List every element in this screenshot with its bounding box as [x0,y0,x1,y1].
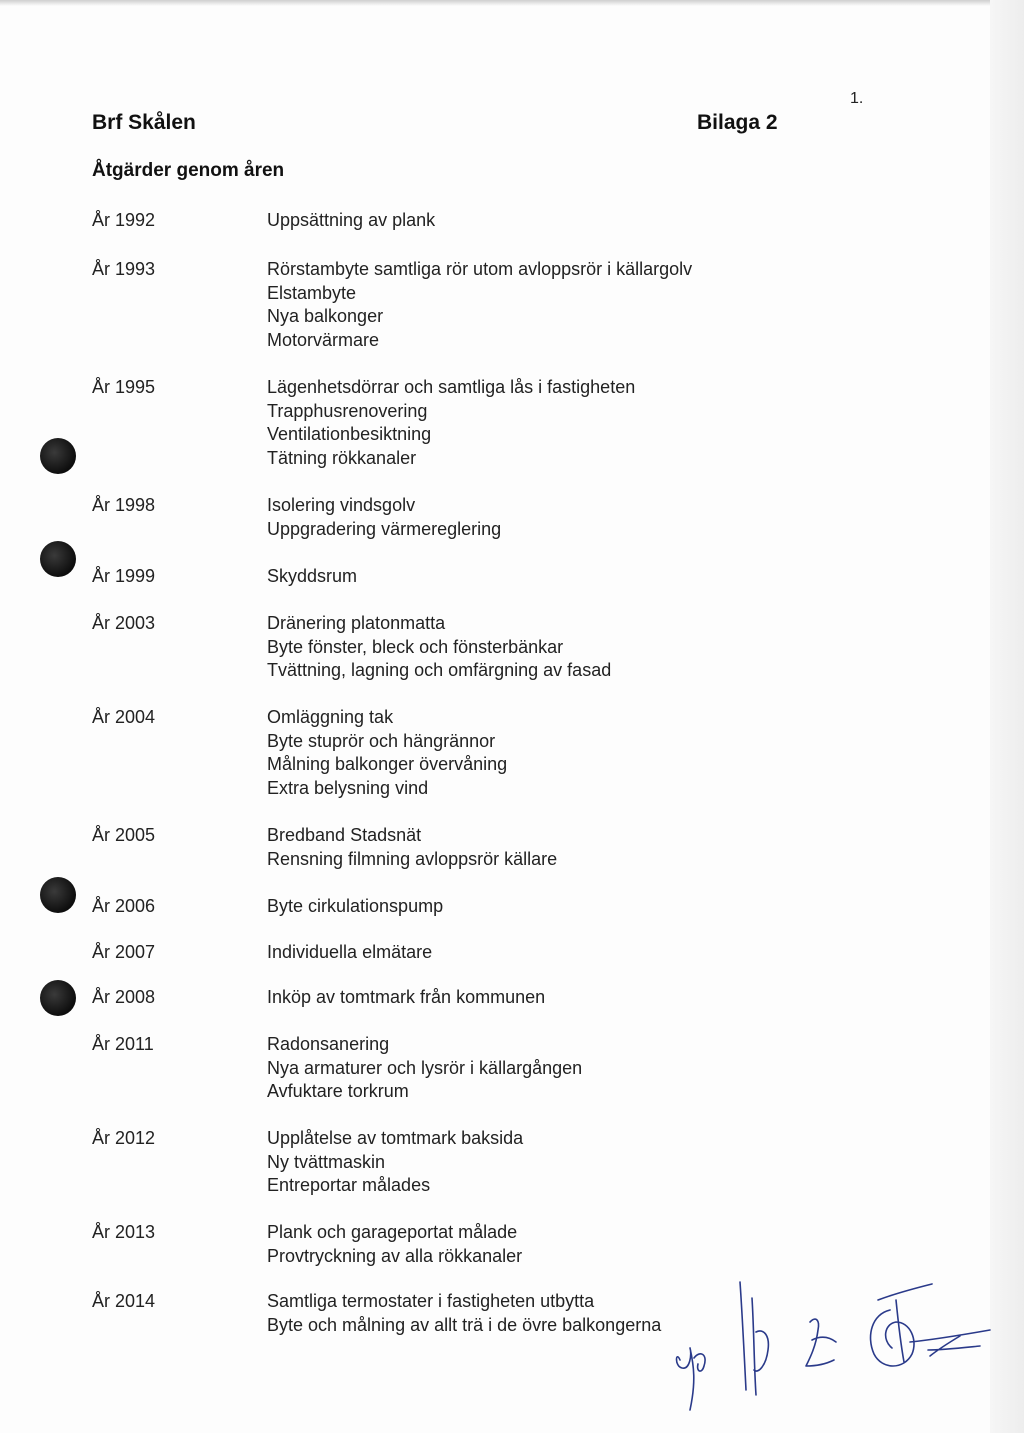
entry-year: År 1998 [92,495,156,515]
entry-item: Ny tvättmaskin [267,1151,386,1172]
entry-item: Lägenhetsdörrar och samtliga lås i fastigheten [267,377,636,397]
entry-item: Provtryckning av alla rökkanaler [267,1245,523,1266]
entry-item: Bredband Stadsnät [267,825,422,845]
entry-item: Entreportar målades [267,1175,431,1196]
entry-year: År 2013 [92,1222,156,1242]
entry-item: Byte stuprör och hängrännor [267,730,496,751]
entry-item: Rörstambyte samtliga rör utom avloppsrör i källargolv [267,259,693,279]
entry-item: Rensning filmning avloppsrör källare [267,848,558,869]
entry-items [267,1221,522,1268]
entry-items [267,565,357,589]
entry-items [267,1127,523,1198]
entry-items [267,376,635,470]
entry-items [267,941,432,965]
entry-item: Elstambyte [267,282,357,303]
punch-hole [40,541,76,577]
entry-items [267,895,443,919]
entry-item: Uppgradering värmereglering [267,518,502,539]
top-shadow [0,0,1024,6]
page-edge [990,0,1024,1433]
entry-year: År 2003 [92,613,156,633]
punch-hole [40,980,76,1016]
entry-year: År 2006 [92,896,156,916]
entry-item: Individuella elmätare [267,942,433,962]
entry-item: Skyddsrum [267,566,358,586]
entry-item: Trapphusrenovering [267,400,428,421]
entry-item: Motorvärmare [267,329,380,350]
entry-item: Byte och målning av allt trä i de övre balkongerna [267,1314,662,1335]
entry-item: Nya balkonger [267,306,384,327]
entry-item: Isolering vindsgolv [267,495,416,515]
entry-item: Målning balkonger övervåning [267,754,508,775]
entry-item: Upplåtelse av tomtmark baksida [267,1128,524,1148]
entry-item: Tätning rökkanaler [267,447,417,468]
entry-items [267,1290,661,1337]
punch-hole [40,877,76,913]
entry-item: Nya armaturer och lysrör i källargången [267,1057,583,1078]
punch-hole [40,438,76,474]
entry-year: År 2011 [92,1034,154,1054]
entry-item: Radonsanering [267,1034,390,1054]
entry-year: År 1993 [92,259,156,279]
entry-item: Plank och garageportat målade [267,1222,518,1242]
entry-items [267,986,545,1010]
entry-year: År 2012 [92,1128,156,1148]
entry-year: År 2005 [92,825,156,845]
handwritten-signatures [660,1270,1020,1420]
entry-item: Tvättning, lagning och omfärgning av fasad [267,660,612,681]
entry-item: Ventilationbesiktning [267,424,432,445]
entry-item: Inköp av tomtmark från kommunen [267,987,546,1007]
entry-item: Dränering platonmatta [267,613,446,633]
entry-year: År 1999 [92,566,156,586]
page-title: Åtgärder genom åren [92,160,285,181]
entry-item: Omläggning tak [267,707,394,727]
entry-item: Uppsättning av plank [267,210,436,230]
entry-item: Samtliga termostater i fastigheten utbytta [267,1291,595,1311]
entry-items [267,494,501,541]
entry-item: Byte fönster, bleck och fönsterbänkar [267,636,564,657]
entry-items [267,824,557,871]
entry-items [267,706,507,800]
entry-year: År 1995 [92,377,156,397]
entry-year: År 2008 [92,987,156,1007]
entry-year: År 2004 [92,707,156,727]
entry-items [267,258,692,352]
entry-items [267,209,435,233]
entry-items [267,1033,582,1104]
entry-item: Byte cirkulationspump [267,896,444,916]
entry-item: Extra belysning vind [267,777,429,798]
entry-item: Avfuktare torkrum [267,1081,409,1102]
entry-year: År 2014 [92,1291,156,1311]
entry-year: År 2007 [92,942,156,962]
page-number: 1. [850,90,864,107]
attachment-label: Bilaga 2 [697,111,778,134]
entry-year: År 1992 [92,210,156,230]
entry-items [267,612,611,683]
organization-name: Brf Skålen [92,111,196,134]
